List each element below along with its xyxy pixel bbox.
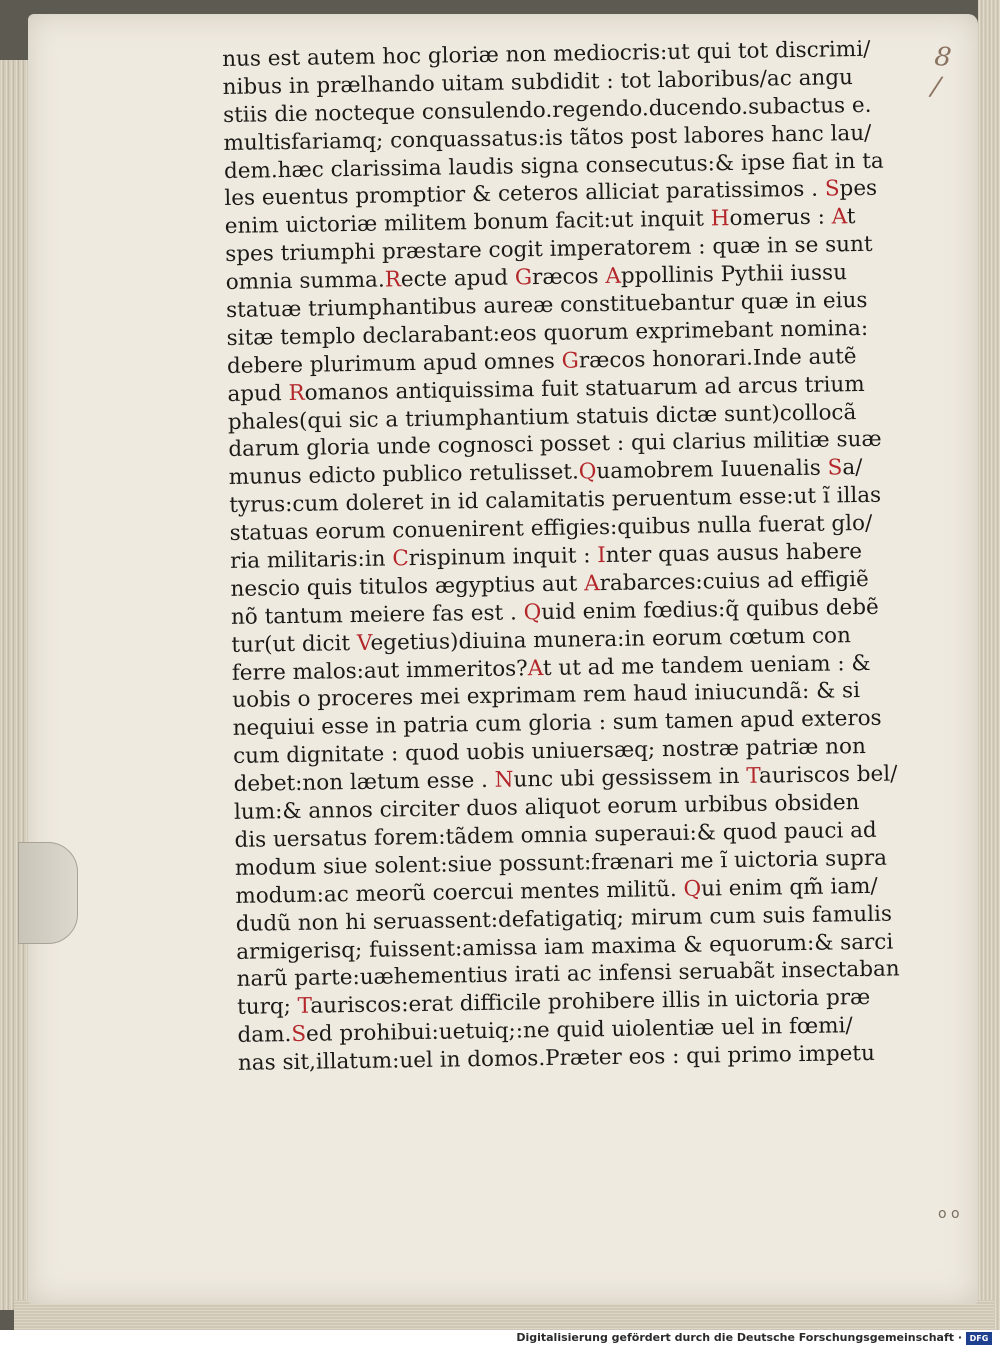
text-segment: armigerisq; fuissent:amissa iam maxima & equorum:& sarci: [236, 929, 894, 965]
text-segment: nas sit,illatum:uel in domos.Præter eos : qui primo impetu: [237, 1040, 876, 1076]
text-segment: modum:ac meorũ coercui mentes militũ.: [235, 876, 684, 909]
text-segment: narũ parte:uæhementius irati ac infensi seruabãt insectaban: [236, 956, 900, 993]
rubricated-initial: T: [746, 763, 760, 790]
text-segment: a/: [842, 455, 863, 481]
text-segment: auriscos bel/: [758, 761, 898, 789]
text-segment: statuæ triumphantibus aureæ constituebantur quæ in eius: [225, 287, 868, 323]
text-segment: ria militaris:in: [229, 546, 393, 574]
text-segment: auriscos:erat difficile prohibere illis in uictoria præ: [310, 985, 871, 1020]
text-segment: unc ubi gessissem in: [513, 764, 747, 793]
text-segment: ui enim qm̃ iam/: [700, 873, 878, 902]
rubricated-initial: I: [597, 543, 606, 569]
rubricated-initial: A: [583, 571, 600, 597]
text-segment: sitæ templo declarabant:eos quorum exprimebant nomina:: [226, 315, 869, 351]
text-segment: omerus :: [729, 204, 832, 232]
rubricated-initial: R: [288, 380, 305, 406]
rubricated-initial: S: [827, 455, 843, 481]
text-segment: ræcos: [531, 264, 606, 291]
text-segment: stiis die nocteque consulendo.regendo.ducendo.subactus e.: [222, 92, 872, 128]
rubricated-initial: G: [514, 265, 533, 291]
text-segment: dis uersatus forem:tãdem omnia superaui:& quod pauci ad: [234, 817, 877, 853]
text-segment: les euentus promptior & ceteros alliciat paratissimos .: [224, 177, 826, 212]
text-segment: nequiui esse in patria cum gloria : sum tamen apud exteros: [232, 706, 882, 742]
rubricated-initial: Q: [578, 459, 597, 485]
text-segment: debet:non lætum esse .: [233, 767, 495, 798]
text-segment: dudũ non hi seruassent:defatigatiq; mirum cum suis famulis: [235, 901, 893, 937]
text-segment: rispinum inquit :: [408, 543, 598, 572]
rubricated-initial: S: [291, 1021, 307, 1048]
rubricated-initial: S: [824, 176, 840, 202]
page-marks: o o: [938, 1206, 960, 1222]
folio-mark: 8 /: [929, 41, 959, 104]
footer-bar: [0, 1330, 1000, 1348]
text-segment: nter quas ausus habere: [605, 539, 863, 569]
text-segment: nus est autem hoc gloriæ non mediocris:ut qui tot discrimi/: [222, 36, 871, 72]
rubricated-initial: Q: [683, 876, 702, 902]
text-block: [222, 35, 928, 1078]
text-segment: lum:& annos circiter duos aliquot eorum urbibus obsiden: [233, 790, 860, 825]
text-segment: pes: [839, 176, 878, 202]
text-segment: ecte apud: [400, 265, 516, 293]
text-segment: t: [846, 204, 856, 230]
text-segment: munus edicto publico retulisset.: [228, 459, 580, 491]
rubricated-initial: G: [561, 348, 580, 374]
text-segment: darum gloria unde cognosci posset : qui clarius militiæ suæ: [228, 427, 882, 463]
text-segment: ppollinis Pythii iussu: [620, 260, 848, 289]
rubricated-initial: A: [831, 204, 848, 230]
page-clasp: [18, 842, 78, 944]
text-segment: omanos antiquissima fuit statuarum ad arcus trium: [304, 371, 865, 406]
text-segment: turq;: [236, 994, 298, 1021]
text-segment: t ut ad me tandem ueniam : &: [542, 650, 871, 681]
rubricated-initial: A: [605, 263, 622, 290]
text-segment: dam.: [237, 1022, 292, 1049]
book-page-edges-bottom: [14, 1300, 994, 1330]
text-segment: egetius)diuina munera:in eorum cœtum con: [370, 622, 852, 656]
text-segment: dem.hæc clarissima laudis signa consecutus:& ipse fiat in ta: [223, 148, 884, 184]
text-segment: cum dignitate : quod uobis uniuersæq; nostræ patriæ non: [232, 734, 867, 770]
rubricated-initial: A: [527, 655, 544, 681]
text-segment: spes triumphi præstare cogit imperatorem : quæ in se sunt: [225, 232, 873, 268]
text-segment: nõ tantum meiere fas est .: [230, 600, 524, 630]
footer-credit: Digitalisierung gefördert durch die Deutsche Forschungsgemeinschaft ·: [516, 1331, 962, 1344]
text-segment: nibus in prælhando uitam subdidit : tot laboribus/ac angu: [222, 64, 854, 100]
text-segment: ferre malos:aut immeritos?: [231, 655, 528, 686]
text-segment: uid enim fœdius:q̃ quibus debẽ: [541, 594, 879, 625]
text-segment: phales(qui sic a triumphantium statuis dictæ sunt)collocã: [227, 399, 857, 435]
text-segment: ræcos honorari.Inde autẽ: [578, 343, 857, 374]
text-segment: omnia summa.: [225, 267, 385, 296]
text-segment: statuas eorum conuenirent effigies:quibus nulla fuerat glo/: [229, 510, 873, 547]
text-segment: rabarces:cuius ad effigiẽ: [599, 566, 869, 597]
dfg-logo: DFG: [966, 1332, 992, 1345]
rubricated-initial: N: [494, 767, 514, 793]
rubricated-initial: H: [710, 206, 730, 232]
book-page-edges-right: [978, 0, 1000, 1330]
rubricated-initial: Q: [523, 599, 542, 626]
rubricated-initial: T: [297, 994, 311, 1020]
text-segment: nescio quis titulos ægyptius aut: [230, 571, 585, 602]
rubricated-initial: V: [356, 630, 371, 656]
text-segment: uobis o proceres mei exprimam rem haud iniucundã: & si: [232, 678, 861, 714]
text-segment: multisfariamq; conquassatus:is tãtos post labores hanc lau/: [223, 120, 872, 156]
text-segment: tur(ut dicit: [231, 630, 358, 658]
text-segment: tyrus:cum doleret in id calamitatis peruentum esse:ut ĩ illas: [229, 482, 882, 519]
rubricated-initial: R: [384, 267, 402, 293]
text-segment: enim uictoriæ militem bonum facit:ut inquit: [224, 206, 712, 240]
text-segment: debere plurimum apud omnes: [226, 348, 562, 379]
text-segment: ed prohibui:uetuiq;:ne quid uiolentiæ uel in fœmi/: [305, 1013, 853, 1047]
text-segment: modum siue solent:siue possunt:frænari me ĩ uictoria supra: [234, 845, 888, 881]
text-segment: uamobrem Iuuenalis: [596, 455, 828, 485]
text-segment: apud: [227, 380, 289, 407]
rubricated-initial: C: [392, 546, 410, 572]
